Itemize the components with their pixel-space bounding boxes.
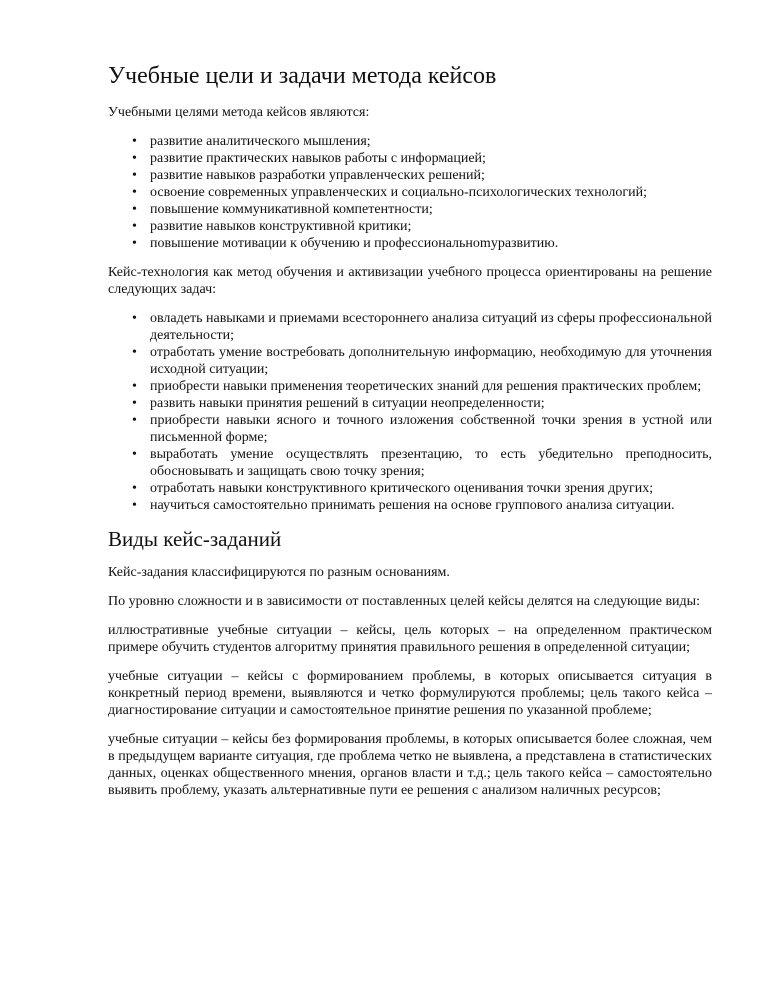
- list-item: • отработать умение востребовать дополнительную информацию, необходимую для уточнения исходной ситуации;: [108, 344, 712, 378]
- paragraph: Кейс-задания классифицируются по разным основаниям.: [108, 565, 450, 580]
- list-item: • развить навыки принятия решений в ситуации неопределенности;: [108, 395, 712, 412]
- list-item: • повышение мотивации к обучению и профессиональноmуразвитию.: [108, 235, 712, 252]
- list-item: • развитие навыков конструктивной критики;: [108, 218, 712, 235]
- paragraph: иллюстративные учебные ситуации – кейсы, цель которых – на определенном практическом примере обучить студентов алгоритму принятия правильного решения в определенной ситуации;: [108, 623, 712, 655]
- list-item: • освоение современных управленческих и социально-психологических технологий;: [108, 184, 712, 201]
- list-item: • отработать навыки конструктивного критического оценивания точки зрения других;: [108, 480, 712, 497]
- paragraph: учебные ситуации – кейсы без формирования проблемы, в которых описывается более сложная, чем в предыдущем варианте ситуация, где проблема четко не выявлена, а представлена в статистических данных, оценках общественного мнения, органов власти и т.д.; цель такого кейса – самостоятельно выявить проблему, указать альтернативные пути ее решения с анализом наличных ресурсов;: [108, 732, 712, 798]
- paragraph: По уровню сложности и в зависимости от поставленных целей кейсы делятся на следующие виды:: [108, 594, 700, 609]
- tasks-intro: Кейс-технология как метод обучения и активизации учебного процесса ориентированы на решение следующих задач:: [108, 265, 712, 297]
- list-item: • повышение коммуникативной компетентности;: [108, 201, 712, 218]
- list-item: • овладеть навыками и приемами всестороннего анализа ситуаций из сферы профессиональной деятельности;: [108, 310, 712, 344]
- list-item: • развитие навыков разработки управленческих решений;: [108, 167, 712, 184]
- list-item: • научиться самостоятельно принимать решения на основе группового анализа ситуации.: [108, 497, 712, 514]
- paragraph: учебные ситуации – кейсы с формированием проблемы, в которых описывается ситуация в конкретный период времени, выявляются и четко формулируются проблемы; цель такого кейса – диагностирование ситуации и самостоятельное принятие решения по указанной проблеме;: [108, 669, 712, 718]
- list-item: • развитие практических навыков работы с информацией;: [108, 150, 712, 167]
- list-item: • приобрести навыки ясного и точного изложения собственной точки зрения в устной или письменной форме;: [108, 412, 712, 446]
- goals-intro: Учебными целями метода кейсов являются:: [108, 105, 370, 120]
- list-item: • выработать умение осуществлять презентацию, то есть убедительно преподносить, обосновывать и защищать свою точку зрения;: [108, 446, 712, 480]
- goals-list: [108, 133, 712, 252]
- list-item: • приобрести навыки применения теоретических знаний для решения практических проблем;: [108, 378, 712, 395]
- list-item: • развитие аналитического мышления;: [108, 133, 712, 150]
- section-title-case-types: Виды кейс-заданий: [108, 527, 282, 551]
- tasks-list: [108, 310, 712, 514]
- section-title-case-goals: Учебные цели и задачи метода кейсов: [108, 63, 497, 89]
